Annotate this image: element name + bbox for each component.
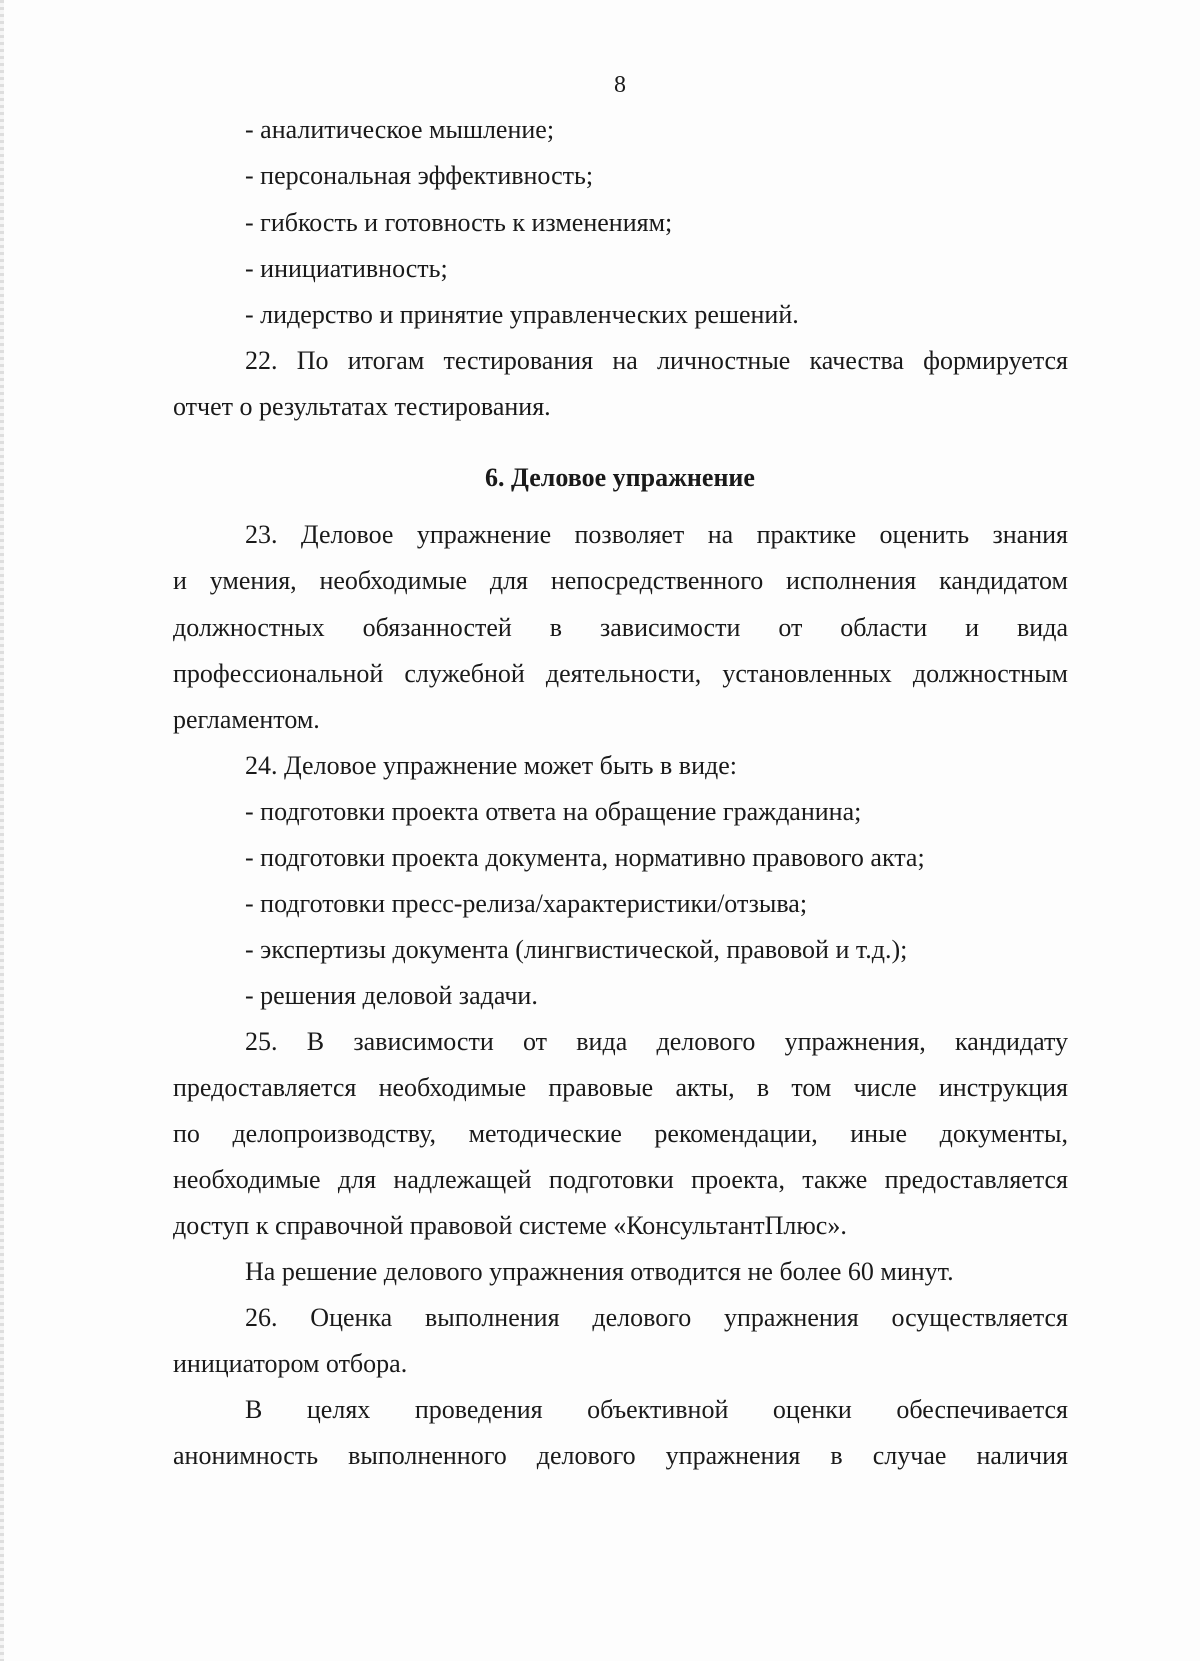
list-item: - персональная эффективность;: [245, 161, 594, 190]
list-item: - подготовки пресс-релиза/характеристики/отзыва;: [245, 889, 808, 918]
list-item: - подготовки проекта документа, нормативно правового акта;: [245, 843, 925, 872]
paragraph-26-line: инициатором отбора.: [173, 1349, 408, 1378]
paragraph-26-line: 26. Оценка выполнения делового упражнения осуществляется: [245, 1303, 1068, 1332]
paragraph-23-line: 23. Деловое упражнение позволяет на практике оценить знания: [245, 520, 1068, 549]
paragraph-time-limit: На решение делового упражнения отводится не более 60 минут.: [245, 1257, 954, 1286]
paragraph-23-line: должностных обязанностей в зависимости от области и вида: [173, 613, 1068, 642]
list-item: - лидерство и принятие управленческих решений.: [245, 300, 799, 329]
paragraph-25-line: 25. В зависимости от вида делового упражнения, кандидату: [245, 1027, 1068, 1056]
paragraph-23-line: регламентом.: [173, 705, 320, 734]
paragraph-anonymity-line: В целях проведения объективной оценки обеспечивается: [245, 1395, 1068, 1424]
section-heading: 6. Деловое упражнение: [485, 463, 755, 492]
list-item: - гибкость и готовность к изменениям;: [245, 208, 673, 237]
paragraph-25-line: необходимые для надлежащей подготовки проекта, также предоставляется: [173, 1165, 1068, 1194]
paragraph-24-intro: 24. Деловое упражнение может быть в виде:: [245, 751, 737, 780]
paragraph-anonymity-line: анонимность выполненного делового упражнения в случае наличия: [173, 1441, 1068, 1470]
list-item: - решения деловой задачи.: [245, 981, 538, 1010]
paragraph-25-line: по делопроизводству, методические рекомендации, иные документы,: [173, 1119, 1068, 1148]
paragraph-23-line: и умения, необходимые для непосредственного исполнения кандидатом: [173, 566, 1068, 595]
paragraph-25-line: предоставляется необходимые правовые акты, в том числе инструкция: [173, 1073, 1068, 1102]
list-item: - подготовки проекта ответа на обращение гражданина;: [245, 797, 862, 826]
page-number: 8: [614, 72, 626, 98]
paragraph-25-line: доступ к справочной правовой системе «КонсультантПлюс».: [173, 1211, 847, 1240]
paragraph-22-line: 22. По итогам тестирования на личностные качества формируется: [245, 346, 1068, 375]
scan-edge-artifact: [0, 0, 4, 1661]
paragraph-22-line: отчет о результатах тестирования.: [173, 392, 551, 421]
list-item: - аналитическое мышление;: [245, 115, 555, 144]
list-item: - инициативность;: [245, 254, 448, 283]
list-item: - экспертизы документа (лингвистической, правовой и т.д.);: [245, 935, 908, 964]
paragraph-23-line: профессиональной служебной деятельности, установленных должностным: [173, 659, 1068, 688]
